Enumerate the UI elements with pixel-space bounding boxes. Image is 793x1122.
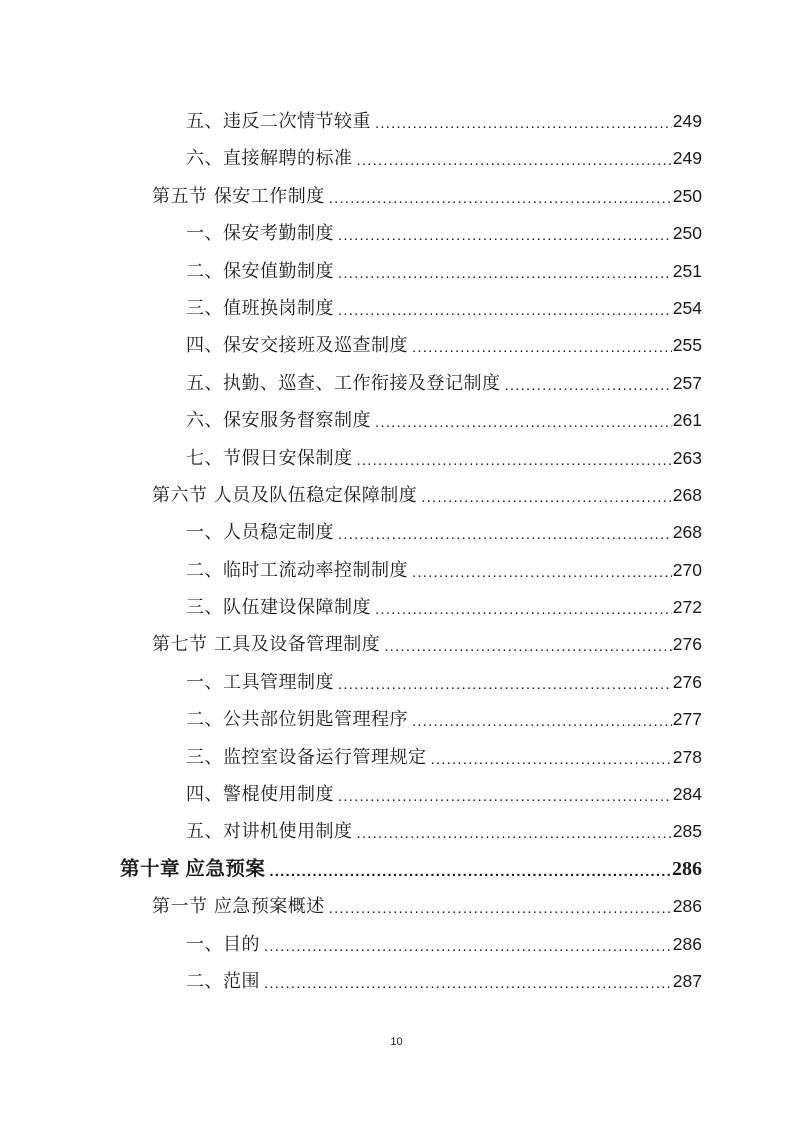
toc-entry[interactable] [0, 813, 793, 850]
toc-entry-page: 286 [672, 933, 702, 954]
toc-entry-title: 四、警棍使用制度 [186, 784, 334, 806]
toc-entry-title: 五、违反二次情节较重 [186, 111, 371, 132]
toc-entry-page: 268 [672, 484, 702, 505]
toc-entry-page: 286 [672, 857, 702, 880]
toc-section-entry[interactable] [0, 888, 793, 925]
toc-entry-title: 第五节 保安工作制度 [152, 185, 325, 207]
toc-entry[interactable] [0, 327, 793, 364]
toc-dot-leader [329, 890, 672, 927]
toc-entry-title: 一、保安考勤制度 [186, 223, 334, 245]
toc-entry-page: 250 [672, 185, 702, 206]
toc-entry-title: 三、值班换岗制度 [186, 297, 334, 319]
toc-entry-page: 278 [672, 746, 702, 767]
toc-entry[interactable] [0, 552, 793, 589]
toc-dot-leader [375, 591, 672, 628]
toc-entry-title: 六、保安服务督察制度 [186, 410, 371, 432]
toc-dot-leader [338, 255, 672, 292]
toc-entry-title: 二、临时工流动率控制制度 [186, 559, 408, 581]
toc-entry[interactable] [0, 290, 793, 327]
toc-dot-leader [338, 666, 672, 703]
toc-entry-page: 263 [672, 447, 702, 468]
toc-entry-title: 一、目的 [186, 933, 260, 955]
toc-dot-leader [375, 105, 672, 142]
toc-entry-page: 251 [672, 260, 702, 281]
toc-entry-title: 第七节 工具及设备管理制度 [152, 634, 381, 656]
toc-entry-page: 272 [672, 597, 702, 618]
toc-entry-page: 270 [672, 559, 702, 580]
toc-dot-leader [357, 142, 672, 179]
toc-entry-page: 255 [672, 335, 702, 356]
toc-chapter-entry[interactable] [0, 851, 793, 888]
toc-entry[interactable] [0, 140, 793, 177]
toc-entry-page: 249 [672, 148, 702, 169]
toc-dot-leader [412, 703, 672, 740]
toc-entry-title: 二、公共部位钥匙管理程序 [186, 709, 408, 731]
toc-entry-title: 五、对讲机使用制度 [186, 821, 353, 843]
toc-entry-title: 一、人员稳定制度 [186, 522, 334, 544]
toc-dot-leader [338, 516, 672, 553]
toc-entry[interactable] [0, 701, 793, 738]
toc-entry-title: 六、直接解聘的标准 [186, 148, 353, 170]
toc-entry-page: 277 [672, 709, 702, 730]
toc-entry-title: 四、保安交接班及巡查制度 [186, 335, 408, 357]
toc-entry[interactable] [0, 365, 793, 402]
toc-entry[interactable] [0, 253, 793, 290]
toc-entry-title: 三、队伍建设保障制度 [186, 597, 371, 619]
toc-dot-leader [269, 853, 671, 890]
toc-entry-title: 七、节假日安保制度 [186, 447, 353, 469]
toc-entry-page: 276 [672, 671, 702, 692]
toc-entry-page: 261 [672, 410, 702, 431]
toc-entry[interactable] [0, 739, 793, 776]
toc-dot-leader [431, 741, 672, 778]
toc-entry[interactable] [0, 664, 793, 701]
toc-dot-leader [412, 329, 672, 366]
toc-entry-page: 287 [672, 970, 702, 991]
toc-dot-leader [505, 367, 672, 404]
toc-entry-page: 254 [672, 297, 702, 318]
toc-section-entry[interactable] [0, 178, 793, 215]
toc-entry[interactable] [0, 926, 793, 963]
toc-entry[interactable] [0, 776, 793, 813]
toc-dot-leader [375, 404, 672, 441]
toc-entry-page: 276 [672, 634, 702, 655]
toc-entry-title: 第一节 应急预案概述 [152, 896, 325, 918]
toc-dot-leader [384, 628, 672, 665]
toc-entry-title: 第十章 应急预案 [120, 858, 266, 880]
toc-entry-page: 250 [672, 223, 702, 244]
toc-dot-leader [412, 554, 672, 591]
toc-entry[interactable] [0, 103, 793, 140]
toc-dot-leader [338, 217, 672, 254]
toc-dot-leader [421, 479, 672, 516]
toc-dot-leader [264, 928, 672, 965]
toc-entry-page: 284 [672, 784, 702, 805]
toc-dot-leader [329, 180, 672, 217]
toc-dot-leader [357, 815, 672, 852]
toc-entry[interactable] [0, 963, 793, 1000]
toc-entry[interactable] [0, 589, 793, 626]
toc-section-entry[interactable] [0, 477, 793, 514]
toc-entry-title: 五、执勤、巡查、工作衔接及登记制度 [186, 372, 501, 394]
toc-entry-page: 257 [672, 372, 702, 393]
toc-entry-title: 一、工具管理制度 [186, 671, 334, 693]
toc-dot-leader [338, 778, 672, 815]
page-number: 10 [390, 1036, 403, 1048]
toc-entry[interactable] [0, 514, 793, 551]
toc-entry-page: 285 [672, 821, 702, 842]
toc-dot-leader [338, 292, 672, 329]
table-of-contents [0, 103, 793, 1000]
toc-entry[interactable] [0, 402, 793, 439]
toc-entry-page: 268 [672, 522, 702, 543]
toc-entry-title: 三、监控室设备运行管理规定 [186, 746, 427, 768]
toc-dot-leader [357, 442, 672, 479]
toc-entry-title: 二、范围 [186, 970, 260, 992]
toc-entry-title: 二、保安值勤制度 [186, 260, 334, 282]
toc-entry-page: 249 [672, 111, 702, 131]
toc-entry[interactable] [0, 215, 793, 252]
toc-section-entry[interactable] [0, 626, 793, 663]
toc-entry-title: 第六节 人员及队伍稳定保障制度 [152, 484, 418, 506]
toc-entry-page: 286 [672, 896, 702, 917]
toc-dot-leader [264, 965, 672, 1002]
toc-entry[interactable] [0, 440, 793, 477]
